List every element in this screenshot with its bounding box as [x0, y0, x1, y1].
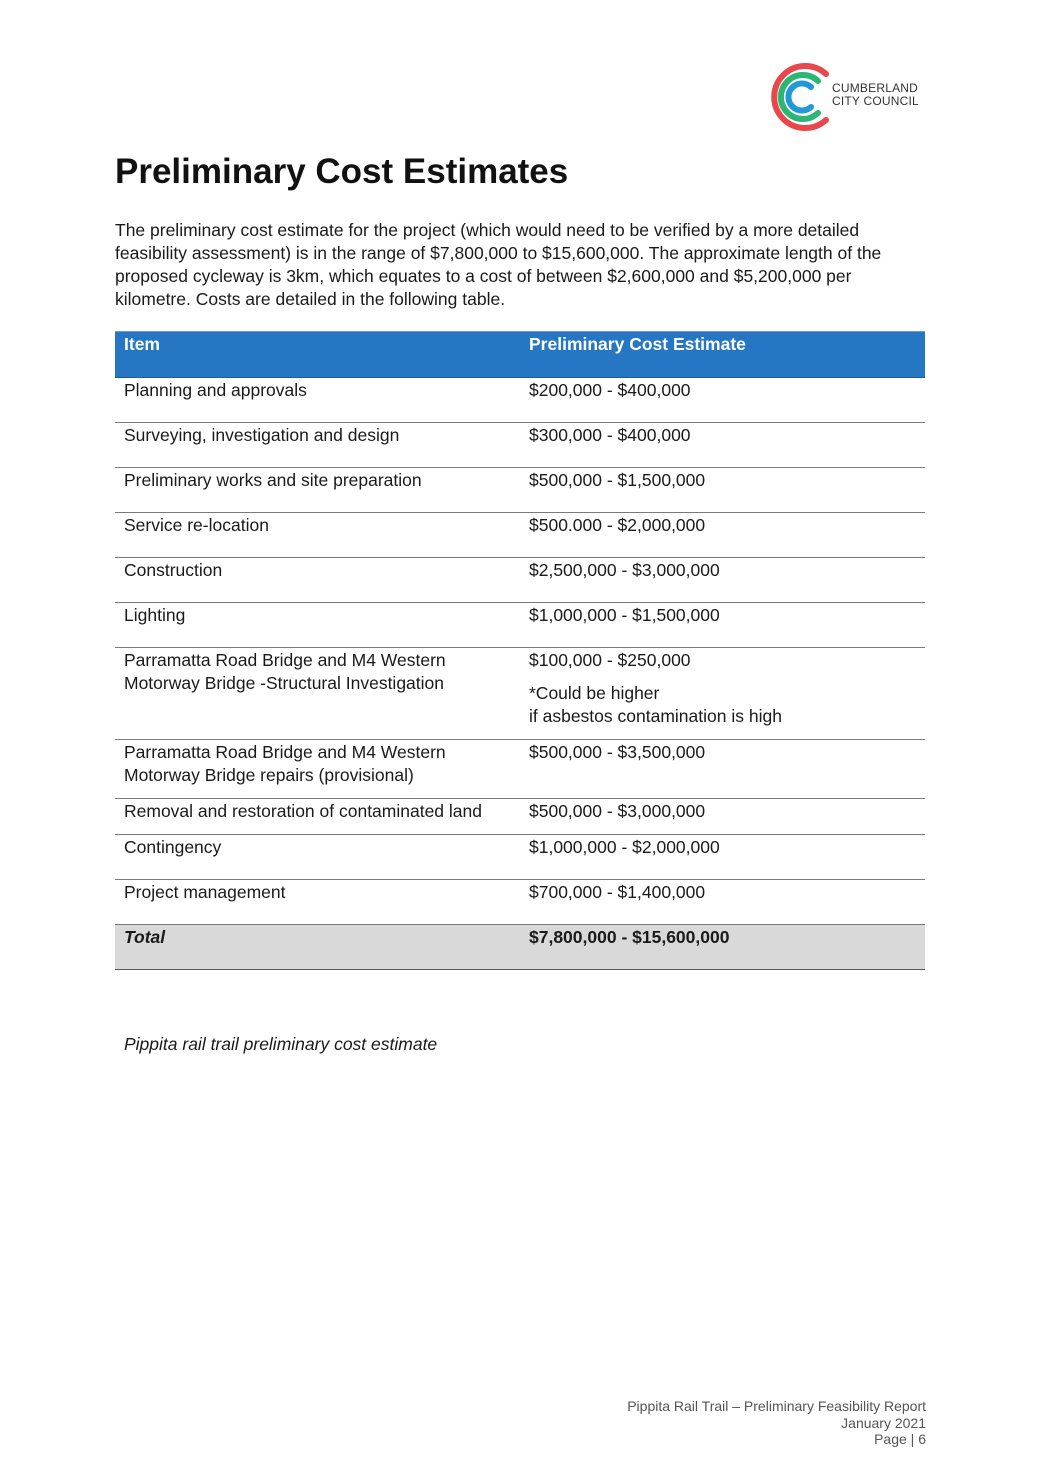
footer-date: January 2021 — [841, 1414, 926, 1431]
table-row — [115, 603, 925, 648]
table-row — [115, 558, 925, 603]
table-row — [115, 378, 925, 423]
row-item: Preliminary works and site preparation — [115, 468, 520, 513]
row-estimate: $500.000 - $2,000,000 — [520, 513, 925, 558]
page-title: Preliminary Cost Estimates — [115, 152, 569, 191]
row-estimate: $200,000 - $400,000 — [520, 378, 925, 423]
row-estimate: $700,000 - $1,400,000 — [520, 880, 925, 925]
table-row — [115, 835, 925, 880]
row-note-line-1: *Could be higher — [529, 683, 660, 703]
footer-page-number: Page | 6 — [874, 1431, 926, 1447]
row-item: Planning and approvals — [115, 378, 520, 423]
table-row — [115, 468, 925, 513]
row-estimate: $2,500,000 - $3,000,000 — [520, 558, 925, 603]
row-item: Parramatta Road Bridge and M4 Western Motorway Bridge repairs (provisional) — [115, 740, 520, 799]
row-estimate: $300,000 - $400,000 — [520, 423, 925, 468]
row-note-line-2: if asbestos contamination is high — [529, 706, 782, 726]
council-logo-mark — [768, 60, 830, 134]
row-item: Contingency — [115, 835, 520, 880]
header-estimate: Preliminary Cost Estimate — [520, 332, 925, 378]
row-estimate: $500,000 - $1,500,000 — [520, 468, 925, 513]
table-row — [115, 880, 925, 925]
row-estimate: $100,000 - $250,000 — [529, 650, 691, 670]
logo-line-2: CITY COUNCIL — [832, 94, 919, 108]
row-note — [529, 682, 916, 728]
row-estimate: $1,000,000 - $2,000,000 — [520, 835, 925, 880]
total-estimate: $7,800,000 - $15,600,000 — [520, 925, 925, 970]
table-row — [115, 423, 925, 468]
row-item: Construction — [115, 558, 520, 603]
logo-line-1: CUMBERLAND — [832, 81, 919, 95]
row-item: Lighting — [115, 603, 520, 648]
council-logo — [768, 60, 933, 134]
table-row — [115, 648, 925, 740]
row-item: Service re-location — [115, 513, 520, 558]
row-estimate: $500,000 - $3,500,000 — [520, 740, 925, 799]
page-footer — [627, 1398, 926, 1448]
row-item: Removal and restoration of contaminated land — [115, 799, 520, 835]
row-estimate: $500,000 - $3,000,000 — [520, 799, 925, 835]
header-item: Item — [115, 332, 520, 378]
table-row — [115, 513, 925, 558]
table-row — [115, 740, 925, 799]
intro-paragraph: The preliminary cost estimate for the project (which would need to be verified by a more detailed feasibility assessment) is in the range of $7,800,000 to $15,600,000. The approximate length of the proposed cycleway is 3km, which equates to a cost of between $2,600,000 and $5,200,000 per kilometre. Costs are detailed in the following table. — [115, 220, 882, 309]
row-item: Surveying, investigation and design — [115, 423, 520, 468]
footer-report-title: Pippita Rail Trail – Preliminary Feasibility Report — [627, 1398, 926, 1414]
table-total-row — [115, 925, 925, 970]
table-caption: Pippita rail trail preliminary cost estimate — [124, 1034, 438, 1054]
total-label: Total — [115, 925, 520, 970]
table-row — [115, 799, 925, 835]
council-logo-text — [832, 82, 919, 108]
row-item: Parramatta Road Bridge and M4 Western Motorway Bridge -Structural Investigation — [115, 648, 520, 740]
table-header-row — [115, 332, 925, 378]
row-item: Project management — [115, 880, 520, 925]
cost-estimate-table — [115, 331, 925, 970]
row-estimate-cell — [520, 648, 925, 740]
row-estimate: $1,000,000 - $1,500,000 — [520, 603, 925, 648]
